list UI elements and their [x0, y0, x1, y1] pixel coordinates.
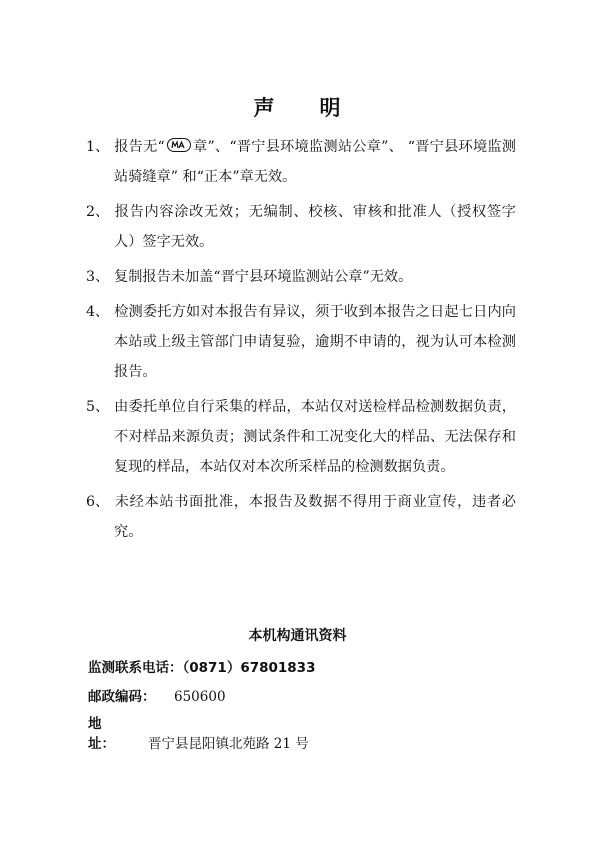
declaration-item-4 — [86, 297, 516, 387]
title-char-left: 声 — [253, 95, 276, 120]
zip-label: 邮政编码： — [88, 689, 156, 705]
address-label-part1: 地 — [88, 716, 102, 732]
title-char-right: 明 — [319, 95, 342, 120]
item-number: 2、 — [86, 204, 110, 220]
item-text: 复制报告未加盖“晋宁县环境监测站公章”无效。 — [114, 269, 413, 285]
page-title — [0, 92, 595, 122]
contact-zip — [88, 685, 226, 705]
item-number: 1、 — [86, 139, 110, 155]
item-number: 5、 — [86, 399, 110, 415]
zip-value: 650600 — [174, 689, 226, 705]
item-number: 3、 — [86, 269, 110, 285]
declaration-item-1 — [86, 132, 516, 192]
contact-phone: 监测联系电话：（0871）67801833 — [88, 660, 316, 676]
item-number: 4、 — [86, 304, 110, 320]
address-label-part2: 址： — [88, 736, 115, 752]
declaration-item-3 — [86, 262, 516, 292]
item-number: 6、 — [86, 494, 110, 510]
declaration-item-5 — [86, 392, 516, 482]
declaration-list — [86, 132, 516, 552]
item-text: 未经本站书面批准，本报告及数据不得用于商业宣传，违者必究。 — [114, 494, 516, 540]
address-label — [88, 712, 148, 752]
declaration-item-2 — [86, 197, 516, 257]
item-text: 检测委托方如对本报告有异议，须于收到本报告之日起七日内向本站或上级主管部门申请复验，逾期不申请的，视为认可本检测报告。 — [114, 304, 516, 380]
contact-section-title: 本机构通讯资料 — [248, 628, 347, 644]
address-value: 晋宁县昆阳镇北苑路 21 号 — [148, 736, 309, 752]
item-text-part2: 章”、“晋宁县环境监测站公章”、 “晋宁县环境监测站骑缝章” 和“正本”章无效。 — [114, 139, 516, 185]
declaration-item-6 — [86, 487, 516, 547]
cma-mark-icon — [167, 138, 191, 152]
item-text-part1: 报告无“ — [114, 139, 165, 155]
item-text: 由委托单位自行采集的样品，本站仅对送检样品检测数据负责，不对样品来源负责；测试条件和工况变化大的样品、无法保存和复现的样品，本站仅对本次所采样品的检测数据负责。 — [114, 399, 516, 475]
item-text: 报告内容涂改无效；无编制、校核、审核和批准人（授权签字人）签字无效。 — [114, 204, 516, 250]
contact-address — [88, 712, 309, 752]
